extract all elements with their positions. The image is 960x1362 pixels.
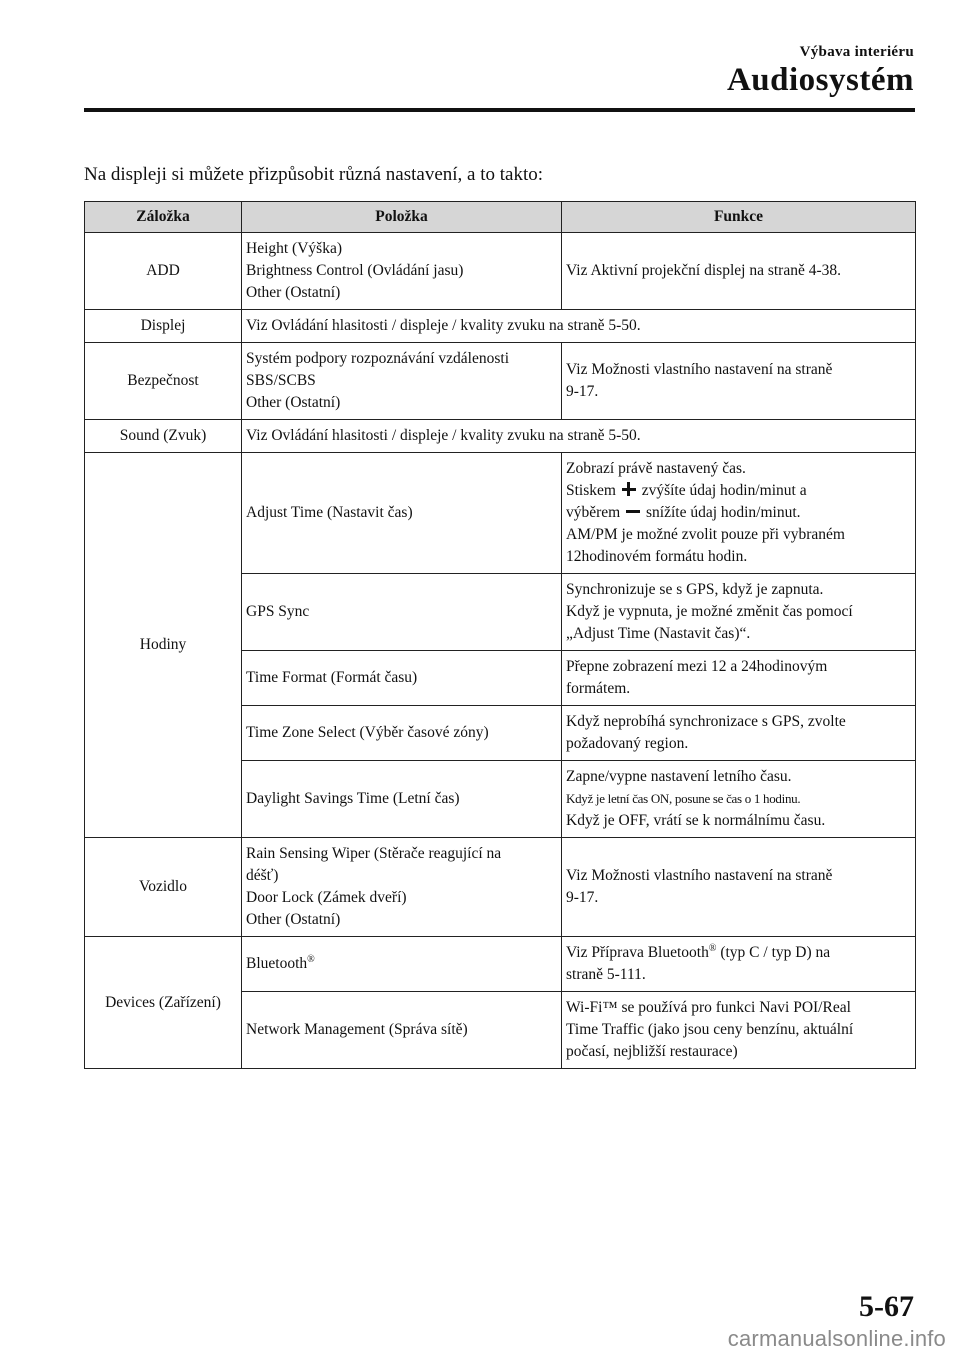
function-cell — [562, 453, 916, 574]
function-line: Time Traffic (jako jsou ceny benzínu, aktuální — [566, 1021, 854, 1038]
settings-table — [84, 201, 916, 1069]
item-line: SBS/SCBS — [246, 372, 316, 389]
plus-icon — [622, 482, 636, 496]
function-text: Stiskem — [566, 482, 616, 499]
header-tab: Záložka — [85, 202, 242, 233]
item-cell: Daylight Savings Time (Letní čas) — [242, 761, 562, 838]
merged-cell: Viz Ovládání hlasitosti / displeje / kvality zvuku na straně 5-50. — [242, 420, 916, 453]
item-cell: GPS Sync — [242, 574, 562, 651]
function-line: 9-17. — [566, 889, 599, 906]
item-cell: Time Zone Select (Výběr časové zóny) — [242, 706, 562, 761]
tab-cell: Vozidlo — [85, 838, 242, 937]
table-row — [85, 233, 916, 310]
item-line: Rain Sensing Wiper (Stěrače reagující na — [246, 845, 502, 862]
item-line: Door Lock (Zámek dveří) — [246, 889, 407, 906]
registered-mark: ® — [708, 942, 717, 954]
tab-cell: Displej — [85, 310, 242, 343]
table-row — [85, 310, 916, 343]
function-line: AM/PM je možné zvolit pouze při vybraném — [566, 526, 845, 543]
table-header-row — [85, 202, 916, 233]
item-line: déšť) — [246, 867, 279, 884]
function-line — [566, 942, 911, 964]
table-row — [85, 453, 916, 574]
section-name: Výbava interiéru — [799, 44, 914, 60]
header-rule — [84, 108, 915, 112]
page-title: Audiosystém — [726, 62, 914, 98]
function-line: Přepne zobrazení mezi 12 a 24hodinovým — [566, 658, 828, 675]
function-line: Synchronizuje se s GPS, když je zapnuta. — [566, 581, 824, 598]
item-line: Systém podpory rozpoznávání vzdálenosti — [246, 350, 510, 367]
watermark: carmanualsonline.info — [727, 1326, 946, 1351]
function-cell — [562, 838, 916, 937]
function-text: Viz Příprava Bluetooth — [566, 944, 709, 961]
function-line: Wi-Fi™ se používá pro funkci Navi POI/Real — [566, 999, 851, 1016]
tab-cell: Devices (Zařízení) — [85, 937, 242, 1069]
function-cell — [562, 761, 916, 838]
function-line: Zapne/vypne nastavení letního času. — [566, 768, 792, 785]
item-cell — [242, 937, 562, 992]
intro-text: Na displeji si můžete přizpůsobit různá nastavení, a to takto: — [84, 164, 544, 185]
item-cell — [242, 233, 562, 310]
function-cell — [562, 651, 916, 706]
item-line: Brightness Control (Ovládání jasu) — [246, 262, 464, 279]
item-cell: Time Format (Formát času) — [242, 651, 562, 706]
function-cell — [562, 706, 916, 761]
tab-cell: ADD — [85, 233, 242, 310]
tab-cell: Hodiny — [85, 453, 242, 838]
function-line — [566, 502, 911, 524]
function-line: straně 5-111. — [566, 966, 646, 983]
function-cell — [562, 937, 916, 992]
minus-icon — [626, 504, 640, 518]
item-cell: Network Management (Správa sítě) — [242, 992, 562, 1069]
function-cell — [562, 343, 916, 420]
function-line: Viz Možnosti vlastního nastavení na straně — [566, 867, 833, 884]
tab-cell: Bezpečnost — [85, 343, 242, 420]
item-line: Other (Ostatní) — [246, 284, 341, 301]
item-line: Height (Výška) — [246, 240, 342, 257]
function-line: 9-17. — [566, 383, 599, 400]
tab-cell: Sound (Zvuk) — [85, 420, 242, 453]
registered-mark: ® — [307, 953, 315, 965]
item-cell — [242, 343, 562, 420]
function-line: Když neprobíhá synchronizace s GPS, zvolte — [566, 713, 846, 730]
item-line: Other (Ostatní) — [246, 911, 341, 928]
merged-cell: Viz Ovládání hlasitosti / displeje / kvality zvuku na straně 5-50. — [242, 310, 916, 343]
function-cell: Viz Aktivní projekční displej na straně 4-38. — [562, 233, 916, 310]
function-cell — [562, 992, 916, 1069]
function-line: Když je vypnuta, je možné změnit čas pomocí — [566, 603, 853, 620]
table-row — [85, 838, 916, 937]
item-text: Bluetooth — [246, 955, 308, 972]
header-item: Položka — [242, 202, 562, 233]
function-cell — [562, 574, 916, 651]
function-line — [566, 480, 911, 502]
function-line: Zobrazí právě nastavený čas. — [566, 460, 746, 477]
table-row — [85, 343, 916, 420]
function-line: počasí, nejbližší restaurace) — [566, 1043, 738, 1060]
page-number: 5-67 — [859, 1290, 914, 1323]
function-line: Když je OFF, vrátí se k normálnímu času. — [566, 812, 826, 829]
function-text: (typ C / typ D) na — [716, 944, 831, 961]
function-line: formátem. — [566, 680, 631, 697]
function-text: výběrem — [566, 504, 621, 521]
header-function: Funkce — [562, 202, 916, 233]
item-cell — [242, 838, 562, 937]
item-cell: Adjust Time (Nastavit čas) — [242, 453, 562, 574]
function-text: snížíte údaj hodin/minut. — [645, 504, 801, 521]
function-line: „Adjust Time (Nastavit čas)“. — [566, 625, 751, 642]
table-row — [85, 937, 916, 992]
function-line: Když je letní čas ON, posune se čas o 1 hodinu. — [566, 791, 801, 806]
function-text: zvýšíte údaj hodin/minut a — [641, 482, 807, 499]
table-row — [85, 420, 916, 453]
function-line: 12hodinovém formátu hodin. — [566, 548, 748, 565]
function-line: požadovaný region. — [566, 735, 689, 752]
function-line: Viz Možnosti vlastního nastavení na straně — [566, 361, 833, 378]
item-line: Other (Ostatní) — [246, 394, 341, 411]
